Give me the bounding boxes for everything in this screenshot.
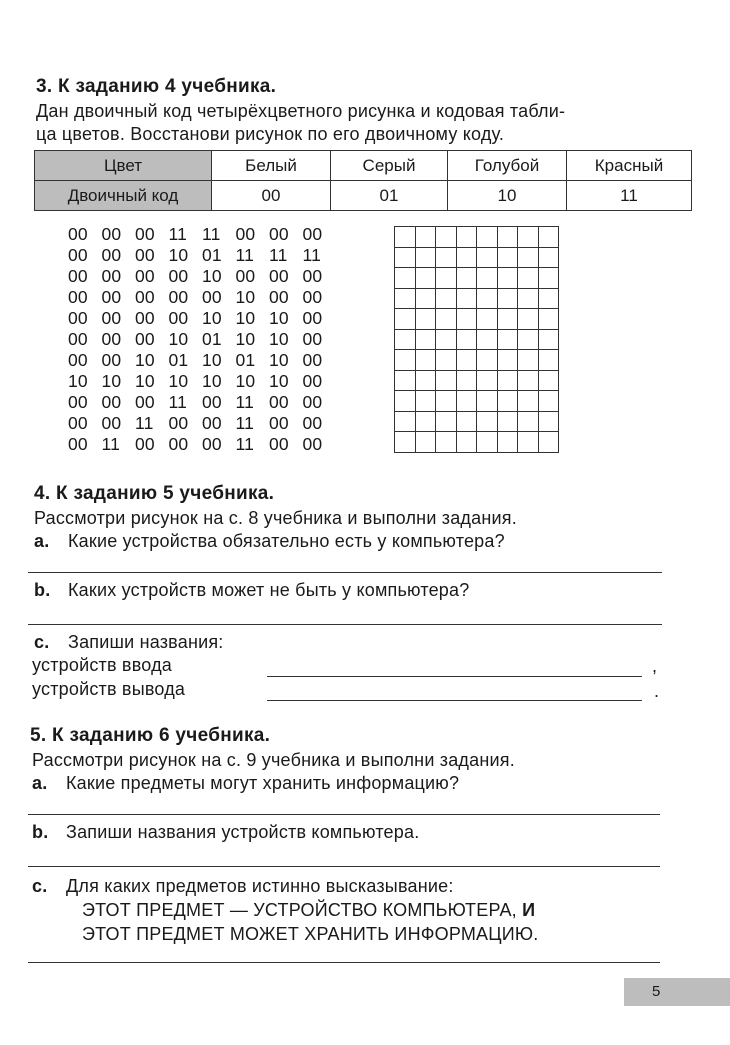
code-value: 00: [135, 329, 155, 349]
code-value: 00: [202, 434, 222, 454]
grid-cell[interactable]: [395, 350, 416, 371]
grid-cell[interactable]: [416, 227, 437, 248]
grid-cell[interactable]: [539, 391, 560, 412]
code-line: [68, 329, 336, 350]
code-value: 00: [168, 308, 189, 328]
code-value: 00: [168, 434, 189, 454]
table-header-color: Цвет: [35, 151, 212, 181]
grid-cell[interactable]: [518, 268, 539, 289]
code-value: 10: [168, 371, 189, 391]
answer-line-5a[interactable]: [28, 814, 660, 815]
code-value: 10: [235, 371, 256, 391]
task5-intro: Рассмотри рисунок на с. 9 учебника и выполни задания.: [32, 750, 515, 770]
code-value: 01: [202, 329, 222, 349]
task4-b-text: Каких устройств может не быть у компьютера?: [68, 580, 470, 600]
code-value: 10: [202, 371, 222, 391]
task4-c-label: c.: [34, 632, 50, 652]
grid-cell[interactable]: [518, 391, 539, 412]
grid-cell[interactable]: [457, 412, 478, 433]
grid-cell[interactable]: [539, 227, 560, 248]
grid-cell[interactable]: [539, 309, 560, 330]
code-value: 00: [135, 224, 155, 244]
code-value: 00: [202, 392, 222, 412]
task5-b-label: b.: [32, 822, 49, 842]
code-value: 00: [269, 413, 289, 433]
grid-cell[interactable]: [477, 289, 498, 310]
grid-cell[interactable]: [436, 289, 457, 310]
grid-cell[interactable]: [477, 391, 498, 412]
code-value: 00: [269, 287, 289, 307]
grid-cell[interactable]: [539, 432, 560, 453]
code-value: 00: [68, 329, 88, 349]
grid-cell[interactable]: [498, 391, 519, 412]
grid-cell[interactable]: [498, 309, 519, 330]
grid-cell[interactable]: [395, 330, 416, 351]
grid-cell[interactable]: [518, 412, 539, 433]
code-gray: 01: [331, 181, 448, 211]
task5-c-text: Для каких предметов истинно высказывание:: [66, 876, 454, 896]
color-row: [35, 151, 692, 181]
grid-cell[interactable]: [436, 227, 457, 248]
code-value: 11: [135, 413, 154, 433]
code-value: 00: [168, 266, 189, 286]
code-line: [68, 350, 336, 371]
grid-cell[interactable]: [416, 391, 437, 412]
code-value: 10: [135, 350, 155, 370]
grid-cell[interactable]: [539, 330, 560, 351]
grid-cell[interactable]: [395, 248, 416, 269]
grid-cell[interactable]: [395, 432, 416, 453]
code-value: 00: [101, 224, 122, 244]
code-value: 00: [302, 350, 323, 370]
grid-cell[interactable]: [395, 309, 416, 330]
grid-cell[interactable]: [395, 412, 416, 433]
grid-cell[interactable]: [457, 227, 478, 248]
code-value: 00: [68, 350, 88, 370]
code-value: 00: [68, 245, 88, 265]
code-value: 10: [202, 350, 222, 370]
color-blue: Голубой: [448, 151, 567, 181]
code-line: [68, 392, 336, 413]
code-line: [68, 245, 336, 266]
code-value: 00: [235, 266, 256, 286]
code-value: 00: [101, 308, 122, 328]
task5-heading: 5. К заданию 6 учебника.: [30, 725, 271, 746]
code-value: 10: [235, 329, 256, 349]
task4-heading: 4. К заданию 5 учебника.: [34, 483, 275, 504]
code-value: 00: [135, 266, 155, 286]
answer-line-5c[interactable]: [28, 962, 660, 963]
color-gray: Серый: [331, 151, 448, 181]
code-value: 00: [302, 308, 323, 328]
input-devices-label: устройств ввода: [32, 655, 172, 675]
code-value: 00: [135, 434, 155, 454]
grid-cell[interactable]: [436, 350, 457, 371]
code-value: 00: [302, 371, 323, 391]
task4-c-text: Запиши названия:: [68, 632, 224, 652]
answer-line-4a[interactable]: [28, 572, 662, 573]
grid-cell[interactable]: [395, 268, 416, 289]
code-value: 00: [302, 329, 323, 349]
code-value: 00: [302, 266, 323, 286]
code-value: 11: [269, 245, 288, 265]
grid-cell[interactable]: [416, 248, 437, 269]
grid-cell[interactable]: [518, 248, 539, 269]
color-red: Красный: [567, 151, 692, 181]
code-value: 10: [235, 287, 256, 307]
grid-cell[interactable]: [416, 268, 437, 289]
code-value: 10: [202, 266, 222, 286]
code-value: 10: [269, 371, 289, 391]
answer-line-4b[interactable]: [28, 624, 662, 625]
grid-cell[interactable]: [457, 391, 478, 412]
code-value: 00: [68, 392, 88, 412]
grid-cell[interactable]: [436, 432, 457, 453]
grid-cell[interactable]: [436, 371, 457, 392]
grid-cell[interactable]: [477, 309, 498, 330]
code-value: 00: [269, 392, 289, 412]
grid-cell[interactable]: [498, 330, 519, 351]
code-value: 11: [101, 434, 121, 454]
code-value: 00: [68, 434, 88, 454]
code-white: 00: [212, 181, 331, 211]
period-mark: .: [654, 681, 660, 701]
grid-cell[interactable]: [436, 391, 457, 412]
code-value: 10: [168, 245, 189, 265]
grid-cell[interactable]: [498, 248, 519, 269]
code-blue: 10: [448, 181, 567, 211]
code-red: 11: [567, 181, 692, 211]
grid-cell[interactable]: [416, 371, 437, 392]
grid-cell[interactable]: [416, 350, 437, 371]
code-line: [68, 434, 336, 455]
task4-intro: Рассмотри рисунок на с. 8 учебника и выполни задания.: [34, 508, 517, 528]
page-number: 5: [624, 978, 730, 1006]
code-value: 00: [101, 266, 122, 286]
grid-cell[interactable]: [498, 268, 519, 289]
grid-cell[interactable]: [477, 432, 498, 453]
grid-cell[interactable]: [539, 268, 560, 289]
grid-cell[interactable]: [395, 391, 416, 412]
grid-cell[interactable]: [539, 412, 560, 433]
grid-cell[interactable]: [518, 371, 539, 392]
code-value: 00: [101, 329, 122, 349]
grid-cell[interactable]: [477, 350, 498, 371]
grid-cell[interactable]: [436, 412, 457, 433]
code-row: [35, 181, 692, 211]
code-value: 01: [202, 245, 222, 265]
code-value: 00: [135, 308, 155, 328]
code-value: 00: [269, 434, 289, 454]
drawing-grid[interactable]: [394, 226, 559, 453]
code-value: 11: [235, 413, 255, 433]
grid-cell[interactable]: [477, 412, 498, 433]
code-value: 10: [269, 350, 289, 370]
code-value: 00: [168, 413, 189, 433]
grid-cell[interactable]: [457, 289, 478, 310]
grid-cell[interactable]: [457, 371, 478, 392]
statement-and-word: И: [522, 900, 536, 920]
grid-cell[interactable]: [539, 350, 560, 371]
code-line: [68, 371, 336, 392]
grid-cell[interactable]: [457, 432, 478, 453]
grid-cell[interactable]: [477, 371, 498, 392]
answer-line-5b[interactable]: [28, 866, 660, 867]
code-value: 11: [235, 434, 255, 454]
grid-cell[interactable]: [477, 268, 498, 289]
task3-line2: ца цветов. Восстанови рисунок по его двоичному коду.: [36, 124, 505, 144]
grid-cell[interactable]: [457, 248, 478, 269]
code-value: 00: [101, 245, 122, 265]
code-value: 00: [302, 287, 323, 307]
answer-line-output[interactable]: [267, 700, 642, 701]
grid-cell[interactable]: [539, 248, 560, 269]
code-value: 11: [235, 245, 255, 265]
statement-line2: ЭТОТ ПРЕДМЕТ МОЖЕТ ХРАНИТЬ ИНФОРМАЦИЮ.: [82, 924, 539, 944]
task4-a-text: Какие устройства обязательно есть у компьютера?: [68, 531, 505, 551]
task5-c-label: c.: [32, 876, 48, 896]
code-value: 00: [135, 392, 155, 412]
code-value: 00: [101, 350, 122, 370]
code-value: 10: [68, 371, 88, 391]
grid-cell[interactable]: [518, 350, 539, 371]
code-value: 11: [168, 224, 188, 244]
code-value: 11: [235, 392, 255, 412]
grid-cell[interactable]: [539, 289, 560, 310]
code-value: 00: [101, 287, 122, 307]
grid-cell[interactable]: [518, 330, 539, 351]
grid-cell[interactable]: [498, 289, 519, 310]
code-value: 00: [202, 287, 222, 307]
statement-line1: [82, 900, 535, 921]
color-white: Белый: [212, 151, 331, 181]
grid-cell[interactable]: [518, 227, 539, 248]
code-value: 00: [302, 434, 323, 454]
code-value: 10: [235, 308, 256, 328]
color-code-table: [34, 150, 692, 211]
code-value: 00: [235, 224, 256, 244]
code-value: 11: [302, 245, 322, 265]
grid-cell[interactable]: [416, 432, 437, 453]
task5-a-label: a.: [32, 773, 48, 793]
grid-cell[interactable]: [436, 268, 457, 289]
code-value: 00: [269, 224, 289, 244]
grid-cell[interactable]: [498, 227, 519, 248]
grid-cell[interactable]: [518, 309, 539, 330]
code-value: 00: [68, 266, 88, 286]
grid-cell[interactable]: [395, 227, 416, 248]
grid-cell[interactable]: [498, 371, 519, 392]
code-value: 00: [101, 413, 122, 433]
code-value: 01: [235, 350, 256, 370]
code-value: 00: [135, 287, 155, 307]
code-line: [68, 266, 336, 287]
grid-cell[interactable]: [416, 330, 437, 351]
grid-cell[interactable]: [436, 309, 457, 330]
grid-cell[interactable]: [518, 289, 539, 310]
code-value: 11: [202, 224, 221, 244]
grid-cell[interactable]: [477, 227, 498, 248]
code-value: 10: [135, 371, 155, 391]
grid-cell[interactable]: [498, 432, 519, 453]
table-header-code: Двоичный код: [35, 181, 212, 211]
statement-part1: ЭТОТ ПРЕДМЕТ — УСТРОЙСТВО КОМПЬЮТЕРА,: [82, 900, 517, 920]
code-value: 10: [168, 329, 189, 349]
code-value: 00: [101, 392, 122, 412]
task4-b-label: b.: [34, 580, 51, 600]
code-value: 00: [168, 287, 189, 307]
comma-mark: ,: [652, 656, 658, 676]
code-value: 00: [202, 413, 222, 433]
grid-cell[interactable]: [498, 412, 519, 433]
task3-line1: Дан двоичный код четырёхцветного рисунка и кодовая табли-: [36, 101, 566, 121]
code-value: 00: [302, 392, 323, 412]
task3-heading: 3. К заданию 4 учебника.: [36, 76, 277, 97]
code-value: 00: [68, 287, 88, 307]
code-value: 00: [302, 413, 323, 433]
binary-code-block: [68, 224, 336, 455]
grid-cell[interactable]: [457, 330, 478, 351]
code-value: 10: [269, 308, 289, 328]
code-value: 10: [101, 371, 122, 391]
code-value: 00: [68, 308, 88, 328]
grid-cell[interactable]: [436, 248, 457, 269]
code-value: 00: [302, 224, 323, 244]
output-devices-label: устройств вывода: [32, 679, 186, 699]
grid-cell[interactable]: [436, 330, 457, 351]
task5-b-text: Запиши названия устройств компьютера.: [66, 822, 420, 842]
grid-cell[interactable]: [498, 350, 519, 371]
grid-cell[interactable]: [457, 309, 478, 330]
code-value: 00: [68, 224, 88, 244]
grid-cell[interactable]: [416, 289, 437, 310]
grid-cell[interactable]: [395, 289, 416, 310]
grid-cell[interactable]: [457, 268, 478, 289]
code-value: 10: [202, 308, 222, 328]
grid-cell[interactable]: [477, 248, 498, 269]
grid-cell[interactable]: [457, 350, 478, 371]
grid-cell[interactable]: [395, 371, 416, 392]
grid-cell[interactable]: [477, 330, 498, 351]
task4-a-label: a.: [34, 531, 50, 551]
code-value: 00: [269, 266, 289, 286]
code-value: 00: [135, 245, 155, 265]
grid-cell[interactable]: [416, 309, 437, 330]
code-line: [68, 287, 336, 308]
code-value: 00: [68, 413, 88, 433]
code-line: [68, 308, 336, 329]
code-line: [68, 413, 336, 434]
code-value: 01: [168, 350, 189, 370]
answer-line-input[interactable]: [267, 676, 642, 677]
code-value: 11: [168, 392, 188, 412]
grid-cell[interactable]: [518, 432, 539, 453]
grid-cell[interactable]: [416, 412, 437, 433]
code-line: [68, 224, 336, 245]
task5-a-text: Какие предметы могут хранить информацию?: [66, 773, 460, 793]
grid-cell[interactable]: [539, 371, 560, 392]
code-value: 10: [269, 329, 289, 349]
